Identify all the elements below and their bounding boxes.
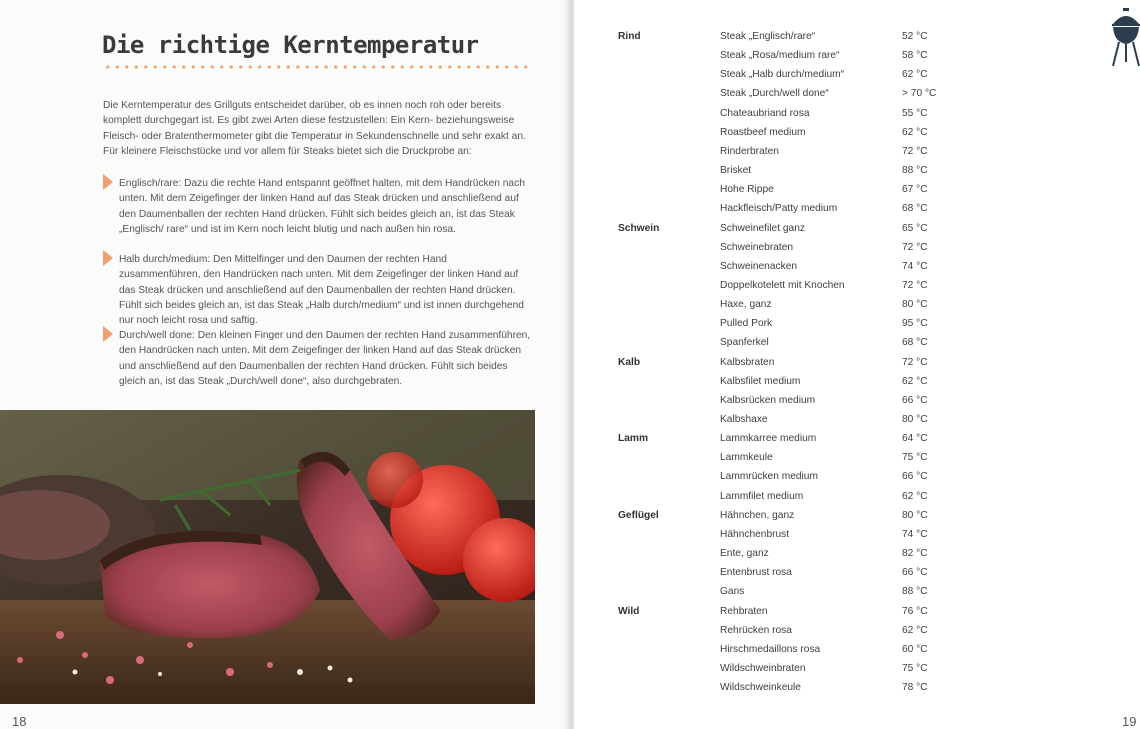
meat-cut: Gans [720,586,745,598]
meat-cut: Steak „Durch/well done“ [720,88,829,100]
meat-cut: Kalbsrücken medium [720,394,816,406]
core-temperature: 72 °C [902,241,928,253]
core-temperature: 76 °C [902,605,928,617]
bullet-arrow-icon [103,326,113,342]
core-temperature: 66 °C [902,394,928,406]
bullet-rare: Englisch/rare: Dazu die rechte Hand entspannt geöffnet halten, mit dem Handrücken nach unten. Mit dem Zeigefinger der linken Hand auf das Steak drücken und anschließend auf den Daumenballen der rechten Hand drücken. Fühlt sich beides gleich an, ist das Steak „Englisch/ rare“ und ist im Kern noch leicht blutig und nach außen hin rosa. [119,178,525,235]
meat-cut: Kalbsbraten [720,356,775,368]
left-page [0,0,568,729]
right-page [574,0,1140,729]
bullet-arrow-icon [103,174,113,190]
core-temperature: 74 °C [902,260,928,272]
core-temperature: 74 °C [902,528,928,540]
meat-cut: Wildschweinkeule [720,682,801,694]
meat-cut: Chateaubriand rosa [720,107,810,119]
meat-cut: Lammrücken medium [720,471,818,483]
kettle-grill-icon [1110,6,1140,68]
meat-cut: Kalbshaxe [720,414,768,425]
intro-paragraph: Die Kerntemperatur des Grillguts entscheidet darüber, ob es innen noch roh oder bereits komplett durchgegart ist. Es gibt zwei Arten diese festzustellen: Ein Kern- beziehungsweise Fleisch- oder Bratenthermometer gibt die Temperatur in Sekundenschnelle und sehr exakt an. Für kleinere Fleischstücke und vor allem für Steaks bietet sich die Druckprobe an: [103,100,526,157]
core-temperature: 60 °C [902,643,928,655]
category-label: Schwein [618,222,660,234]
core-temperature: 62 °C [902,624,928,636]
core-temperature: 80 °C [902,299,928,311]
core-temperature: 88 °C [902,165,928,177]
core-temperature: 62 °C [902,375,928,387]
category-label: Lamm [618,433,649,445]
page-number-left: 18 [12,714,27,729]
core-temperature: > 70 °C [902,88,937,100]
meat-cut: Rehrücken rosa [720,624,792,636]
core-temperature: 82 °C [902,548,928,560]
page-number-right: 19 [1122,714,1137,729]
meat-cut: Pulled Pork [720,318,773,330]
meat-cut: Brisket [720,165,752,177]
core-temperature: 88 °C [902,586,928,598]
meat-cut: Lammfilet medium [720,490,804,502]
meat-cut: Entenbrust rosa [720,567,792,579]
meat-cut: Wildschweinbraten [720,662,806,674]
page-title: Die richtige Kerntemperatur [102,31,479,59]
dotted-divider [103,65,528,69]
bullet-medium: Halb durch/medium: Den Mittelfinger und den Daumen der rechten Hand zusammenführen, den Handrücken nach unten. Mit dem Zeigefinger der linken Hand auf das Steak drücken und anschließend auf den Daumenballen der rechten Hand drücken. Fühlt sich beides gleich an, ist das Steak „Halb durch/medium“ und ist innen durchgehend nur noch leicht rosa und saftig. [119,254,524,327]
steak-photo [0,410,535,704]
category-label: Kalb [618,356,641,368]
meat-cut: Schweinenacken [720,260,798,272]
meat-cut: Hähnchenbrust [720,528,790,540]
core-temperature: 75 °C [902,452,928,464]
category-label: Rind [618,31,641,42]
category-label: Geflügel [618,509,659,521]
meat-cut: Hähnchen, ganz [720,509,795,521]
core-temperature: 80 °C [902,414,928,425]
meat-cut: Hohe Rippe [720,184,774,196]
core-temperature: 62 °C [902,490,928,502]
core-temperature: 67 °C [902,184,928,196]
meat-cut: Spanferkel [720,337,769,349]
meat-cut: Rinderbraten [720,145,779,157]
meat-cut: Kalbsfilet medium [720,375,801,387]
core-temperature: 66 °C [902,471,928,483]
meat-cut: Steak „Englisch/rare“ [720,31,816,42]
core-temperature: 66 °C [902,567,928,579]
meat-cut: Steak „Halb durch/medium“ [720,69,844,81]
core-temperature: 80 °C [902,509,928,521]
meat-cut: Rehbraten [720,605,768,617]
meat-cut: Steak „Rosa/medium rare“ [720,50,840,62]
meat-cut: Lammkeule [720,452,773,464]
core-temperature: 58 °C [902,50,928,62]
meat-cut: Ente, ganz [720,548,769,560]
core-temperature: 78 °C [902,682,928,694]
bullet-well-done: Durch/well done: Den kleinen Finger und den Daumen der rechten Hand zusammenführen, den Handrücken nach unten. Mit dem Zeigefinger der linken Hand auf das Steak drücken und anschließend auf den Daumenballen der rechten Hand drücken. Fühlt sich beides gleich an, ist das Steak „Durch/well done“, also durchgebraten. [119,330,531,387]
meat-cut: Roastbeef medium [720,126,806,138]
core-temperature: 64 °C [902,433,928,445]
core-temperature: 75 °C [902,662,928,674]
core-temperature: 72 °C [902,356,928,368]
core-temperature: 52 °C [902,31,928,42]
core-temperature: 68 °C [902,337,928,349]
core-temperature: 62 °C [902,69,928,81]
core-temperature: 72 °C [902,145,928,157]
core-temperature: 55 °C [902,107,928,119]
meat-cut: Doppelkotelett mit Knochen [720,279,845,291]
category-label: Wild [618,605,640,617]
meat-cut: Haxe, ganz [720,299,772,311]
meat-cut: Schweinefilet ganz [720,222,805,234]
core-temperature: 95 °C [902,318,928,330]
bullet-arrow-icon [103,250,113,266]
meat-cut: Hackfleisch/Patty medium [720,203,838,215]
meat-cut: Lammkarree medium [720,433,817,445]
core-temperature: 72 °C [902,279,928,291]
meat-cut: Hirschmedaillons rosa [720,643,821,655]
core-temperature: 62 °C [902,126,928,138]
core-temperature: 65 °C [902,222,928,234]
core-temperature: 68 °C [902,203,928,215]
meat-cut: Schweinebraten [720,241,794,253]
